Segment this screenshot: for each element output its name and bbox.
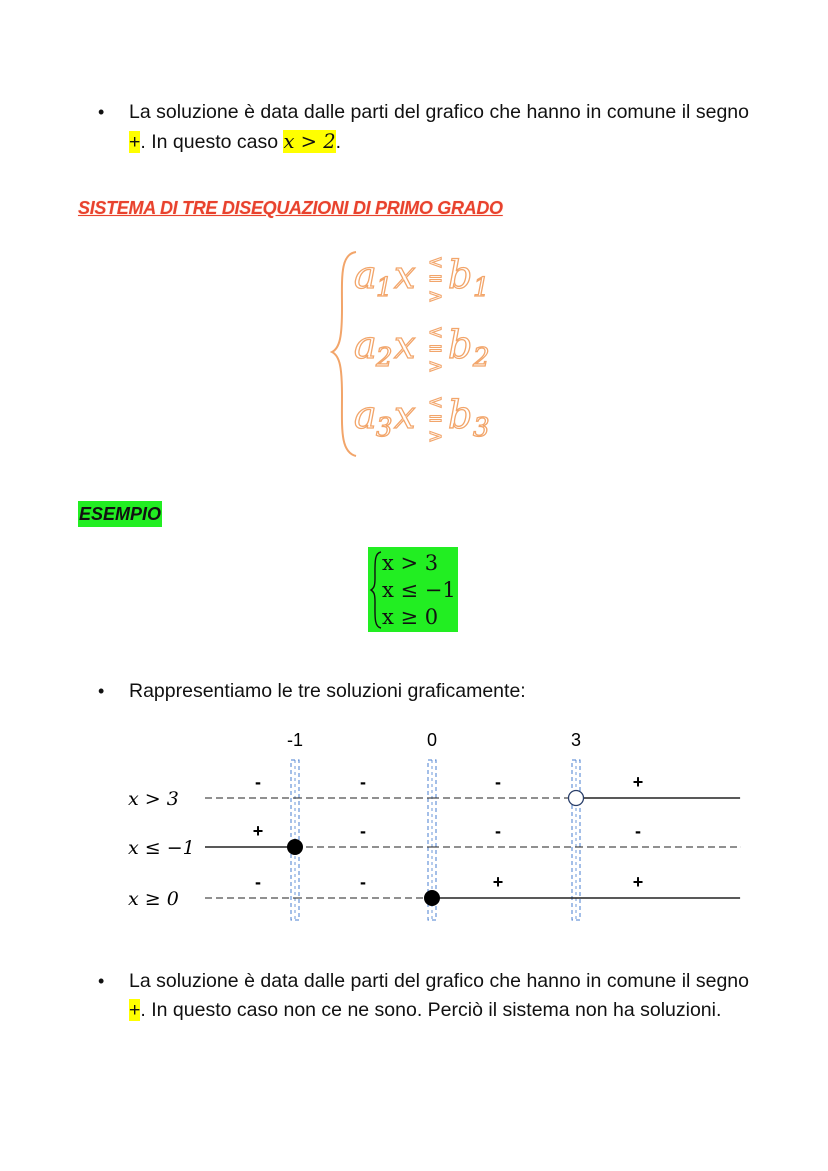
relation-symbol: < [428,392,444,413]
relation-symbol: = [428,338,444,359]
general-system-formula [330,248,510,460]
section-heading: SISTEMA DI TRE DISEQUAZIONI DI PRIMO GRADO [78,198,503,218]
example-brace [369,550,383,630]
coef-sub: 1 [376,273,393,303]
bullet-icon: • [98,102,105,122]
bullet-solution-none [98,967,750,1057]
sign-mark: - [495,821,501,841]
relation-symbol: > [428,356,444,377]
critical-point-label: -1 [286,730,304,750]
relation-symbol: > [428,286,444,307]
sign-mark: + [492,872,504,892]
bullet-text: La soluzione è data dalle parti del grafico che hanno in comune il segno +. In questo caso x > 2. [129,101,749,153]
row-label: x > 3 [128,788,179,810]
var-x: x [394,253,416,297]
sign-mark: - [360,821,366,841]
row-label: x ≥ 0 [128,888,179,910]
system-row-1 [354,252,490,307]
coef-sub: 2 [376,343,393,373]
bullet-represent: • Rappresentiamo le tre soluzioni graficamente: [98,677,750,707]
bullet-text: La soluzione è data dalle parti del grafico che hanno in comune il segno +. In questo caso non ce ne sono. Perciò il sistema non ha soluzioni. [129,970,749,1021]
rhs-sub: 1 [473,273,490,303]
sign-mark: - [360,772,366,792]
coef-a: a [354,393,377,437]
rhs-b: b [448,253,473,297]
rhs-sub: 3 [473,413,490,443]
plus-highlight: + [129,131,141,153]
coef-sub: 3 [376,413,393,443]
closed-endpoint [288,840,303,855]
bullet-icon: • [98,681,105,701]
example-row-1: x > 3 [382,551,439,575]
relation-symbol: = [428,268,444,289]
var-x: x [394,393,416,437]
relation-symbol: > [428,426,444,447]
example-row-2: x ≤ −1 [382,578,456,602]
coef-a: a [354,253,377,297]
bullet-solution-previous [98,98,750,158]
sign-mark: + [632,772,644,792]
rhs-b: b [448,323,473,367]
rhs-b: b [448,393,473,437]
system-brace [332,252,356,456]
critical-point-label: 3 [570,730,582,750]
sign-mark: + [632,872,644,892]
coef-a: a [354,323,377,367]
sign-mark: - [635,821,641,841]
relation-symbol: < [428,252,444,273]
sign-mark: - [255,872,261,892]
example-label: ESEMPIO [78,501,162,527]
row-label: x ≤ −1 [128,837,195,859]
answer-highlight: x > 2 [283,130,336,153]
sign-mark: - [495,772,501,792]
relation-symbol: < [428,322,444,343]
example-system [368,547,458,632]
system-row-3 [354,392,490,447]
var-x: x [394,323,416,367]
critical-point-label: 0 [426,730,438,750]
sign-mark: - [255,772,261,792]
closed-endpoint [425,891,440,906]
sign-chart [120,724,750,929]
sign-mark: - [360,872,366,892]
bullet-icon: • [98,971,105,991]
example-row-3: x ≥ 0 [382,605,439,629]
system-row-2 [354,322,490,377]
sign-mark: + [252,821,264,841]
open-endpoint [569,791,584,806]
plus-highlight: + [129,999,141,1021]
relation-symbol: = [428,408,444,429]
rhs-sub: 2 [473,343,490,373]
